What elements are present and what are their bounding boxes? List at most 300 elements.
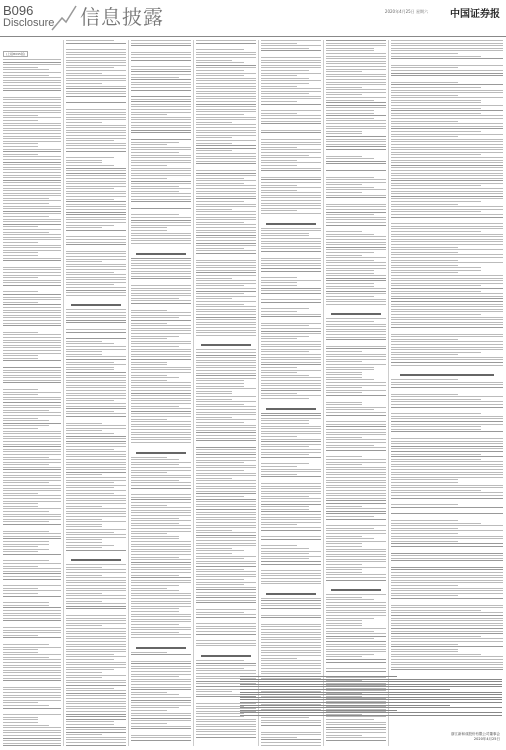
text-line [196,117,256,118]
text-line [326,594,386,595]
text-line [391,247,458,248]
text-line [3,503,38,504]
text-line [196,430,256,431]
text-line [326,179,386,180]
text-line [196,550,244,551]
text-line [131,562,191,563]
text-line [3,588,38,589]
text-line [3,579,61,580]
text-line [196,427,256,428]
text-line [261,282,297,283]
text-line [261,132,321,133]
text-line [196,597,256,598]
text-line [3,672,61,673]
text-line [196,330,256,331]
text-line [131,629,191,630]
text-line [3,198,49,199]
text-line [196,401,256,402]
text-line [3,657,49,658]
text-line [3,708,61,709]
text-line [131,109,191,110]
text-line [3,90,61,91]
column-divider [323,40,324,746]
text-line [326,283,374,284]
text-line [3,571,61,572]
text-line [3,632,61,633]
text-line [326,144,386,145]
text-line [391,118,503,119]
text-line [3,700,61,701]
text-line [196,383,244,384]
text-line [391,324,503,325]
text-line [66,284,114,285]
header-rule [0,36,506,37]
text-line [326,623,362,624]
text-line [66,75,126,76]
text-line [261,341,321,342]
text-line [66,601,102,602]
text-line [240,715,502,716]
text-line [66,259,126,260]
text-line [196,713,244,714]
text-line [261,336,309,337]
text-line [326,503,386,504]
text-line [391,257,503,258]
text-line [3,320,61,321]
text-line [66,438,126,439]
text-line [131,117,191,118]
text-line [131,346,179,347]
text-line [391,495,503,496]
text-line [261,299,321,300]
text-line [66,675,126,676]
text-line [196,352,256,353]
text-line [131,263,191,264]
text-line [3,297,61,298]
text-line [326,63,386,64]
text-line [326,286,374,287]
text-line [131,715,191,716]
text-line [131,606,191,607]
text-line [261,93,309,94]
text-line [196,556,256,557]
text-line [66,503,126,504]
text-line [131,464,179,465]
text-line [131,528,191,529]
text-line [3,67,38,68]
text-line [261,147,297,148]
text-line [391,180,503,181]
text-line [391,490,481,491]
text-line [391,399,481,400]
text-line [131,122,191,123]
text-line [391,572,503,573]
text-line [3,239,61,240]
text-line [261,652,321,653]
text-line [261,491,321,492]
text-line [66,317,126,318]
text-line [196,493,256,494]
text-line [196,357,256,358]
text-line [261,197,321,198]
text-line [391,641,503,642]
text-line [131,520,191,521]
text-line [196,668,244,669]
text-line [3,654,61,655]
text-line [131,564,191,565]
text-line [196,574,256,575]
text-line [261,573,321,574]
text-line [3,282,61,283]
text-line [66,615,126,616]
text-line [196,67,256,68]
text-line [240,707,502,708]
text-line [261,504,321,505]
text-line [3,457,49,458]
text-line [391,461,503,462]
text-line [131,549,191,550]
text-line [66,411,114,412]
text-line [196,665,256,666]
text-line [131,217,191,218]
text-line [391,618,503,619]
text-line [3,593,38,594]
text-line [66,165,114,166]
text-line [3,576,61,577]
text-line [196,324,256,325]
text-line [131,551,191,552]
text-line [131,595,191,596]
text-line [326,564,362,565]
text-line [131,298,179,299]
text-line [326,519,386,520]
text-line [196,404,244,405]
text-line [326,450,386,451]
text-line [3,722,38,723]
text-line [66,244,126,245]
text-line [131,505,167,506]
text-line [3,117,61,118]
text-line [326,727,386,728]
text-line [131,323,167,324]
text-line [131,403,191,404]
text-line [131,377,179,378]
text-line [391,404,503,405]
text-line [3,272,61,273]
text-line [240,710,397,711]
text-line [131,155,191,156]
text-line [391,546,503,547]
text-line [196,488,256,489]
text-line [66,618,126,619]
text-line [3,216,49,217]
text-line [3,635,38,636]
text-line [240,689,450,690]
text-line [3,544,49,545]
text-line [261,452,321,453]
text-line [326,382,386,383]
text-line [326,459,386,460]
text-block [240,676,502,716]
text-line [131,575,179,576]
text-line [261,110,321,111]
text-line [131,130,191,131]
text-line [261,118,321,119]
text-line [66,119,126,120]
text-line [196,558,244,559]
text-line [3,280,61,281]
text-line [3,740,61,741]
text-line [261,228,321,229]
text-line [131,442,191,443]
text-line [131,541,191,542]
text-line [261,519,321,520]
text-line [3,146,38,147]
text-line [66,467,126,468]
text-line [3,459,61,460]
text-line [3,136,61,137]
text-line [326,356,386,357]
text-line [66,209,126,210]
text-line [261,439,321,440]
text-line [196,719,256,720]
section-heading-line [71,304,121,306]
text-line [3,133,61,134]
text-line [391,110,503,111]
text-line [391,543,503,544]
text-line [3,697,61,698]
text-line [326,490,386,491]
section-heading-line [266,408,316,410]
text-line [3,516,61,517]
text-line [131,462,191,463]
text-line [66,739,126,740]
text-line [3,533,61,534]
text-line [196,726,256,727]
text-line [261,346,321,347]
text-line [3,185,61,186]
text-line [391,43,503,44]
text-line [326,120,386,121]
text-line [261,354,321,355]
text-line [261,251,321,252]
paragraph-gap [196,648,256,652]
text-line [131,186,179,187]
text-line [326,141,386,142]
text-line [326,296,374,297]
text-line [196,438,256,439]
text-line [66,225,114,226]
text-line [3,169,61,170]
column-5 [261,40,321,746]
text-line [240,712,502,713]
text-line [261,139,321,140]
text-line [391,504,458,505]
text-line [3,347,61,348]
column-divider [63,40,64,746]
text-line [261,243,321,244]
text-line [131,157,191,158]
text-line [66,649,126,650]
text-line [196,211,256,212]
text-block [66,40,126,746]
text-line [3,360,61,361]
text-line [391,123,503,124]
text-line [3,340,61,341]
text-line [66,290,126,291]
text-line [326,43,386,44]
text-line [131,225,191,226]
text-line [391,612,503,613]
paragraph-gap [131,246,191,250]
text-line [3,451,61,452]
text-line [3,714,61,715]
text-line [3,738,61,739]
text-line [391,311,503,312]
text-line [196,582,256,583]
text-line [196,724,256,725]
text-line [66,193,126,194]
text-line [391,379,458,380]
text-line [326,40,386,41]
text-line [391,644,458,645]
text-line [261,415,321,416]
text-line [261,203,321,204]
text-line [261,285,297,286]
text-line [261,600,321,601]
text-line [391,560,503,561]
text-line [326,597,362,598]
text-line [196,227,256,228]
text-line [391,193,503,194]
text-line [131,144,167,145]
text-line [66,387,126,388]
text-line [131,652,167,653]
text-line [66,43,126,44]
text-line [131,300,191,301]
text-line [3,82,61,83]
text-line [3,538,61,539]
text-line [66,521,126,522]
text-line [261,302,321,303]
text-line [261,268,321,269]
text-line [3,732,61,733]
text-line [326,599,374,600]
text-line [326,225,386,226]
text-line [131,260,191,261]
text-line [131,467,191,468]
text-line [326,149,386,150]
text-line [196,435,256,436]
text-line [326,543,362,544]
text-line [326,574,386,575]
text-line [326,729,386,730]
text-line [326,84,386,85]
text-line [131,367,191,368]
text-line [131,271,191,272]
text-line [391,84,503,85]
text-line [3,213,61,214]
text-line [196,571,256,572]
text-line [326,291,386,292]
text-line [3,630,61,631]
text-line [66,519,102,520]
text-line [196,86,256,87]
text-line [66,52,126,53]
text-line [131,285,191,286]
text-line [261,377,321,378]
text-line [131,57,191,58]
text-line [66,364,126,365]
text-line [326,105,386,106]
text-line [66,168,126,169]
text-line [66,86,126,87]
text-line [261,333,321,334]
text-line [196,327,256,328]
text-line [131,661,191,662]
text-line [131,168,191,169]
text-line [131,494,191,495]
text-line [131,424,191,425]
text-line [66,628,126,629]
text-line [240,684,502,685]
text-line [3,446,61,447]
text-line [391,667,503,668]
text-line [391,228,503,229]
text-line [66,351,102,352]
section-heading-line [266,593,316,595]
text-line [66,382,126,383]
text-line [66,477,126,478]
text-line [131,375,167,376]
text-line [391,582,503,583]
text-line [66,132,126,133]
text-line [196,370,256,371]
text-line [131,400,191,401]
text-line [391,528,458,529]
text-line [196,253,256,254]
text-line [131,87,191,88]
text-line [3,219,61,220]
text-line [131,735,191,736]
text-line [3,182,61,183]
text-line [131,276,191,277]
text-line [131,580,191,581]
text-line [196,540,256,541]
text-line [196,301,256,302]
text-line [326,633,386,634]
text-line [261,527,321,528]
text-line [131,502,191,503]
text-line [66,191,126,192]
text-line [66,157,114,158]
text-line [131,681,191,682]
text-line [391,73,503,74]
text-line [326,222,386,223]
text-line [131,619,191,620]
text-line [196,452,256,453]
text-line [131,572,191,573]
text-line [196,378,256,379]
text-line [196,645,256,646]
text-line [326,265,386,266]
text-line [261,96,321,97]
text-line [3,180,61,181]
text-line [391,577,503,578]
text-line [196,230,256,231]
text-line [3,200,61,201]
text-line [261,561,321,562]
